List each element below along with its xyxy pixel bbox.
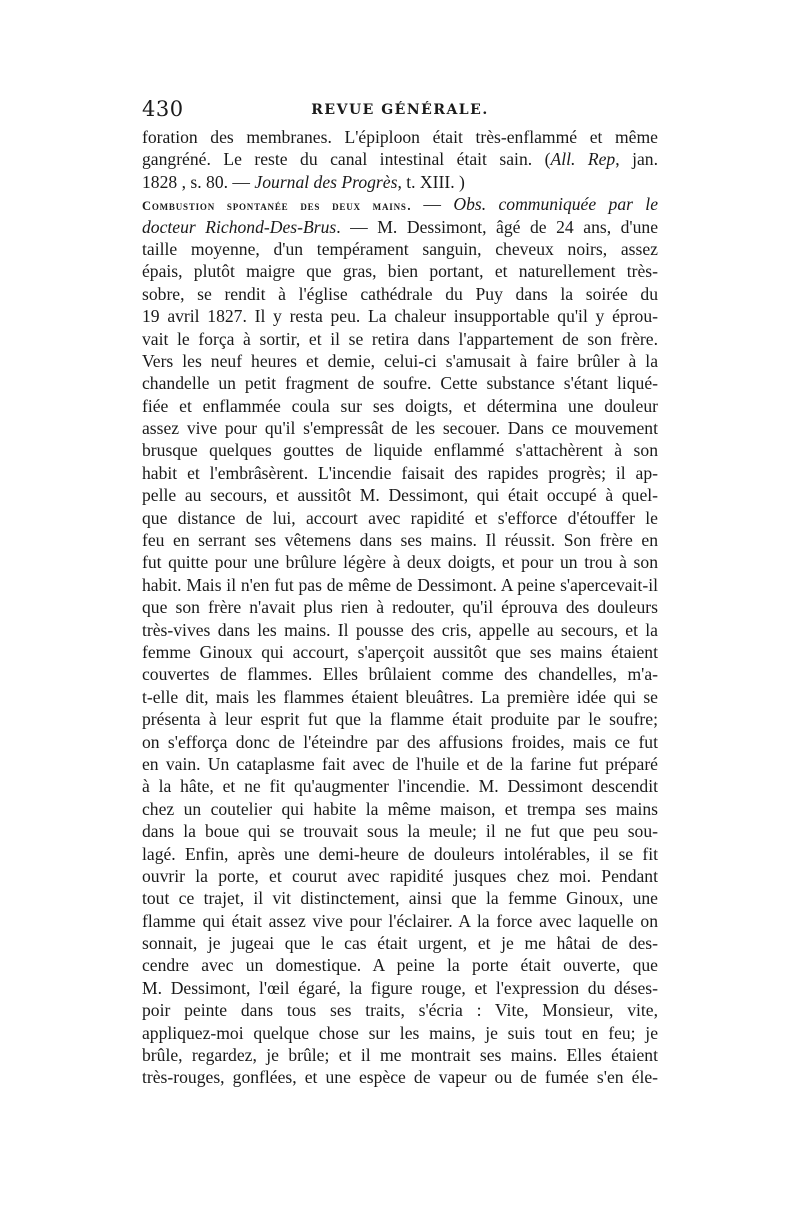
text-line: très-rouges, gonflées, et une espèce de vapeur ou de fumée s'en éle-	[142, 1067, 658, 1088]
text-line: Vers les neuf heures et demie, celui-ci s'amusait à faire brûler à la	[142, 350, 658, 371]
text-line: que son frère n'avait plus rien à redouter, qu'il éprouva des douleurs	[142, 597, 658, 618]
running-title: REVUE GÉNÉRALE.	[311, 102, 489, 118]
text-line: femme Ginoux qui accourt, s'aperçoit aussitôt que ses mains étaient	[142, 641, 658, 662]
text-line	[142, 171, 658, 193]
text-line: vait le força à sortir, et il se retira dans l'appartement de son frère.	[142, 328, 658, 349]
text-line: couvertes de flammes. Elles brûlaient comme des chandelles, m'a-	[142, 664, 658, 685]
text-run: 1828 , s. 80. —	[142, 171, 255, 192]
text-line: présenta à leur esprit fut que la flamme était produite par le soufre;	[142, 709, 658, 730]
document-page	[142, 96, 658, 1089]
text-line: poir peinte dans tous ses traits, s'écria : Vite, Monsieur, vite,	[142, 1000, 658, 1021]
text-line: habit et l'embrâsèrent. L'incendie faisait des rapides progrès; il ap-	[142, 462, 658, 483]
text-line: fut quitte pour une brûlure légère à deux doigts, et pour un trou à son	[142, 552, 658, 573]
body-text	[142, 126, 658, 1089]
running-head	[142, 96, 658, 126]
text-line: chez un coutelier qui habite la même maison, et trempa ses mains	[142, 798, 658, 819]
text-line: dans la boue qui se trouvait sous la meule; il ne fut que peu sou-	[142, 821, 658, 842]
text-line: cendre avec un domestique. A peine la porte était ouverte, que	[142, 955, 658, 976]
text-run: , t. XIII. )	[397, 171, 465, 192]
text-line: t-elle dit, mais les flammes étaient bleuâtres. La première idée qui se	[142, 686, 658, 707]
text-line: très-vives dans les mains. Il pousse des cris, appelle au secours, et la	[142, 619, 658, 640]
text-line: épais, plutôt maigre que gras, bien portant, et naturellement très-	[142, 261, 658, 282]
text-line: brûle, regardez, je brûle; et il me montrait ses mains. Elles étaient	[142, 1045, 658, 1066]
text-line: fiée et enflammée coula sur ses doigts, et détermina une douleur	[142, 395, 658, 416]
text-run: . —	[406, 194, 454, 215]
text-line	[142, 193, 658, 215]
text-line: assez vive pour qu'il s'empressât de les secouer. Dans ce mouvement	[142, 418, 658, 439]
text-line: en vain. Un cataplasme fait avec de l'huile et de la farine fut préparé	[142, 753, 658, 774]
text-line: habit. Mais il n'en fut pas de même de Dessimont. A peine s'apercevait-il	[142, 574, 658, 595]
observation-credit: Obs. communiquée par le	[453, 194, 659, 215]
text-line: lagé. Enfin, après une demi-heure de douleurs intolérables, il se fit	[142, 843, 658, 864]
text-line: pelle au secours, et aussitôt M. Dessimont, qui était occupé à quel-	[142, 485, 658, 506]
text-line: tout ce trajet, il vit distinctement, ainsi que la femme Ginoux, une	[142, 888, 658, 909]
page-number: 430	[142, 97, 184, 121]
text-line: sonnait, je jugeai que le cas était urgent, et je me hâtai de des-	[142, 933, 658, 954]
text-line: 19 avril 1827. Il y resta peu. La chaleur insupportable qu'il y éprou-	[142, 306, 658, 327]
citation-title: Journal des Progrès	[254, 171, 398, 192]
text-line: appliquez-moi quelque chose sur les mains, je suis tout en feu; je	[142, 1022, 658, 1043]
text-line: taille moyenne, d'un tempérament sanguin, cheveux noirs, assez	[142, 238, 658, 259]
text-line: M. Dessimont, l'œil égaré, la figure rouge, et l'expression du déses-	[142, 977, 658, 998]
text-line: chandelle un petit fragment de soufre. Cette substance s'étant liqué-	[142, 373, 658, 394]
text-line: foration des membranes. L'épiploon était très-enflammé et même	[142, 127, 658, 147]
citation-title: All. Rep	[550, 149, 616, 170]
text-line: brusque quelques gouttes de liquide enflammé s'attachèrent à son	[142, 440, 658, 461]
text-line: on s'efforça donc de l'éteindre par des affusions froides, mais ce fut	[142, 731, 658, 752]
text-line: à la hâte, et ne fit qu'augmenter l'incendie. M. Dessimont descendit	[142, 776, 658, 797]
section-heading: Combustion spontanée des deux mains	[142, 199, 407, 214]
text-run: , jan.	[615, 149, 658, 170]
text-line	[142, 148, 658, 170]
text-line: feu en serrant ses vêtemens dans ses mains. Il réussit. Son frère en	[142, 530, 658, 551]
text-line: flamme qui était assez vive pour l'éclairer. A la force avec laquelle on	[142, 910, 658, 931]
text-run: . — M. Dessimont, âgé de 24 ans, d'une	[336, 216, 659, 237]
observation-credit: docteur Richond-Des-Brus	[142, 216, 337, 237]
text-line: que distance de lui, accourt avec rapidité et s'efforce d'étouffer le	[142, 507, 658, 528]
text-run: gangréné. Le reste du canal intestinal était sain. (	[142, 149, 551, 170]
text-line: ouvrir la porte, et courut avec rapidité jusques chez moi. Pendant	[142, 865, 658, 886]
text-line: sobre, se rendit à l'église cathédrale du Puy dans la soirée du	[142, 283, 658, 304]
text-line	[142, 216, 658, 238]
